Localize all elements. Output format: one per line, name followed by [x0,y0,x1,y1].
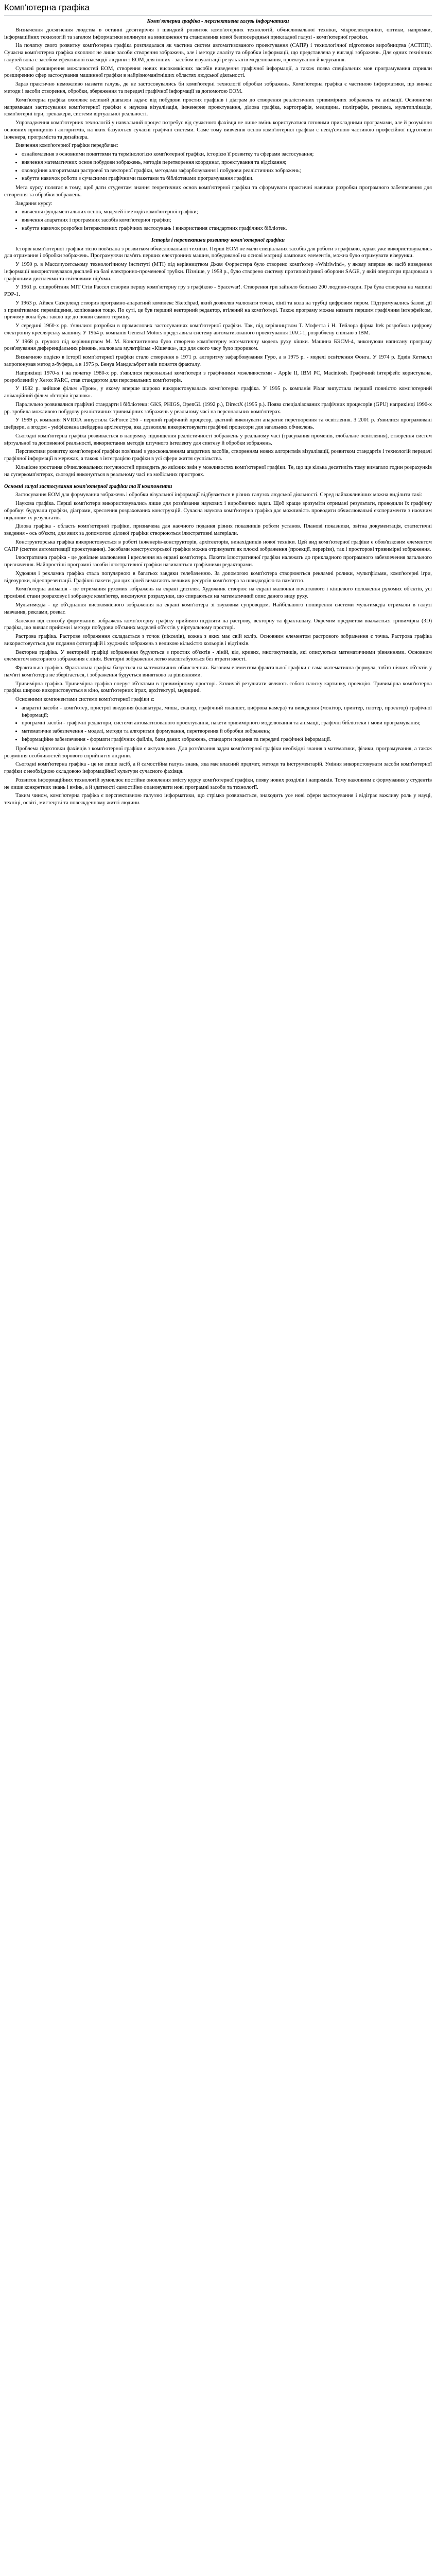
paragraph: Комп'ютерна графіка охоплює великий діапазон задач: від побудови простих графіків і діаграм до створення реалістичних тривимірних зображень та анімації. Основними напрямками застосування комп'ютерної графіки є наукова візуалізація, інженерне проектування, ділова графіка, картографія, медицина, поліграфія, реклама, мультиплікація, комп'ютерні ігри, тренажери, системи віртуальної реальності. [4,97,432,117]
section-history [4,237,432,479]
list-item: • набуття навичок розробки інтерактивних графічних застосувань і використання стандартних графічних бібліотек. [22,225,432,232]
paragraph: На початку свого розвитку комп'ютерна графіка розглядалася як частина систем автоматизованого проектування (САПР) і технологічної підготовки виробництва (АСТПП). Сучасна комп'ютерна графіка охоплює не лише засоби створення зображень, але і методи аналізу та обробки інформації, що представлена у вигляді зображень. Для одних технічних галузей вона є засобом ефективної взаємодії людини з ЕОМ, для інших - засобом візуалізації результатів моделювання, проектування й керування. [4,43,432,63]
document-heading: Комп'ютерна графіка - перспективна галузь інформатики [147,19,289,25]
section-conclusion [4,745,432,807]
paragraph: Визначення досягнення людства в останні десятиріччя і швидкий розвиток комп'ютерних технологій, обчислювальної техніки, мікроелектроніки, оптики, напрямки, інформаційних технологій та загалом інформатики вплинули на виникнення та становлення нової безпосередньої прикладної галузі - комп'ютерної графіки. [4,27,432,40]
paragraph: У 1968 р. групою під керівництвом М. М. Константинова було створено комп'ютерну математичну модель руху кішки. Машина БЭСМ-4, виконуючи написану програму розв'язування диференціальних рівнянь, малювала мультфільм «Кішечка», що для свого часу було проривом. [4,338,432,352]
paragraph: Фрактальна графіка. Фрактальна графіка базується на математичних обчисленнях. Базовим елементом фрактальної графіки є сама математична формула, тобто ніяких об'єктів у пам'яті комп'ютера не зберігається, і зображення будується винятково за рівняннями. [4,665,432,678]
list-item: • програмні засоби - графічні редактори, системи автоматизованого проектування, пакети тривимірного моделювання та анімації, графічні бібліотеки і мови програмування; [22,720,432,727]
paragraph: У 1961 р. співробітник MIT Стів Рассел створив першу комп'ютерну гру з графікою - Spacewar!. Створення гри зайняло близько 200 людино-годин. Гра була створена на машині PDP-1. [4,284,432,298]
paragraph: Растрова графіка. Растрове зображення складається з точок (пікселів), кожна з яких має свій колір. Основним елементом растрового зображення є точка. Растрова графіка використовується для подання фотографій і художніх зображень з великою кількістю кольорів і відтінків. [4,634,432,647]
paragraph: Завдання курсу: [15,200,53,207]
paragraph: Комп'ютерна анімація - це отримання рухомих зображень на екрані дисплея. Художник створює на екрані малюнки початкового і кінцевого положення рухомих об'єктів, усі проміжні стани розраховує і зображує комп'ютер, виконуючи розрахунки, що спираються на математичний опис даного виду руху. [4,586,432,600]
paragraph: Мета курсу полягає в тому, щоб дати студентам знання теоретичних основ комп'ютерної графіки та сформувати практичні навички розробки програмного забезпечення для створення та обробки зображень. [4,185,432,198]
list-item: • апаратні засоби - комп'ютер, пристрої введення (клавіатура, миша, сканер, графічний планшет, цифрова камера) та виведення (монітор, принтер, плотер, проектор) графічної інформації; [22,705,432,719]
paragraph: Застосування ЕОМ для формування зображень і обробки візуальної інформації відбувається в різних галузях людської діяльності. Серед найважливіших можна виділити такі: [15,492,423,498]
paragraph: Наукова графіка. Перші комп'ютери використовувались лише для розв'язання наукових і виробничих задач. Щоб краще зрозуміти отримані результати, проводили їх графічну обробку: будували графіки, діаграми, креслення розрахованих конструкцій. Сучасна наукова комп'ютерна графіка дає можливість проводити обчислювальні експерименти з наочним поданням їх результатів. [4,501,432,521]
paragraph: Упровадження комп'ютерних технологій у навчальний процес потребує від сучасного фахівця не лише вмінь користуватися готовими прикладними програмами, але й розуміння основних принципів і алгоритмів, на яких базуються сучасні графічні системи. Саме тому вивчення основ комп'ютерної графіки є невід'ємною частиною професійної підготовки інженера, програміста та дизайнера. [4,120,432,140]
paragraph: Основними компонентами системи комп'ютерної графіки є: [15,697,155,703]
list-item: • ознайомлення з основними поняттями та термінологією комп'ютерної графіки, історією її розвитку та сферами застосування; [22,151,432,158]
paragraph: Векторна графіка. У векторній графіці зображення будуються з простих об'єктів - ліній, кіл, кривих, многокутників, які описуються математичними рівняннями. Основним елементом векторного зображення є лінія. Векторні зображення легко масштабуються без втрати якості. [4,649,432,663]
section-heading: Історія і перспективи розвитку комп'ютерної графіки [151,237,285,243]
paragraph: Ілюстративна графіка - це довільне малювання і креслення на екрані комп'ютера. Пакети ілюстративної графіки належать до прикладного програмного забезпечення загального призначення. Найпростіші програмні засоби ілюстративної графіки називаються графічними редакторами. [4,555,432,568]
paragraph: Мультимедіа - це об'єднання високоякісного зображення на екрані комп'ютера зі звуковим супроводом. Найбільшого поширення системи мультимедіа отримали в галузі навчання, реклами, розваг. [4,602,432,615]
paragraph: Кількісне зростання обчислювальних потужностей приводить до якісних змін у можливостях комп'ютерної графіки. Те, що ще кілька десятиліть тому вимагало годин розрахунків на суперкомп'ютерах, сьогодні виконується в реальному часі на мобільних пристроях. [4,464,432,478]
page-title: Комп'ютерна графіка [4,2,432,15]
paragraph: Художня і рекламна графіка стала популярною в багатьох завдяки телебаченню. За допомогою комп'ютера створюються рекламні ролики, мультфільми, комп'ютерні ігри, відеоуроки, відеопрезентації. Графічні пакети для цих цілей вимагають великих ресурсів комп'ютера за швидкодією та пам'яттю. [4,570,432,584]
bullet-list [4,209,432,232]
paragraph: Залежно від способу формування зображень комп'ютерну графіку прийнято поділяти на растрову, векторну та фрактальну. Окремим предметом вважається тривимірна (3D) графіка, що вивчає прийоми і методи побудови об'ємних моделей об'єктів у віртуальному просторі. [4,618,432,631]
paragraph: У 1950 р. в Массачусетському технологічному інституті (МТІ) під керівництвом Джея Форрестера було створено комп'ютер «Whirlwind», у якому вперше як засіб виведення інформації використовувався дисплей на базі електронно-променевої трубки. Пізніше, у 1958 р., було створено систему протиповітряної оборони SAGE, у якій оператори працювали з графічними дисплеями та світловими пір'ями. [4,262,432,282]
paragraph: Таким чином, комп'ютерна графіка є перспективною галуззю інформатики, що стрімко розвивається, знаходить усе нові сфери застосування і відіграє важливу роль у науці, техніці, освіті, мистецтві та повсякденному житті людини. [4,793,432,806]
section-heading: Основні галузі застосування комп'ютерної графіки та її компоненти [4,483,172,489]
paragraph: Конструкторська графіка використовується в роботі інженерів-конструкторів, архітекторів, винахідників нової техніки. Цей вид комп'ютерної графіки є обов'язковим елементом САПР (систем автоматизації проектування). Засобами конструкторської графіки можна отримувати як плоскі зображення (проекції, перерізи), так і просторові тривимірні зображення. [4,539,432,552]
section-goals [4,184,432,232]
paragraph: Ділова графіка - область комп'ютерної графіки, призначена для наочного подання різних показників роботи установ. Планові показники, звітна документація, статистичні зведення - ось об'єкти, для яких за допомогою ділової графіки створюються ілюстративні матеріали. [4,523,432,537]
bullet-list [4,151,432,182]
paragraph: Перспективи розвитку комп'ютерної графіки пов'язані з удосконаленням апаратних засобів, створенням нових алгоритмів візуалізації, розвитком стандартів і технологій передачі графічної інформації в мережах, а також з інтеграцією графіки в усі сфери життя суспільства. [4,449,432,462]
list-item: • математичне забезпечення - моделі, методи та алгоритми формування, перетворення й обробки зображень; [22,728,432,735]
paragraph: Сьогодні комп'ютерна графіка - це не лише засіб, а й самостійна галузь знань, яка має власний предмет, методи та інструментарій. Уміння використовувати засоби комп'ютерної графіки є необхідною складовою інформаційної культури сучасного фахівця. [4,761,432,775]
list-item: • оволодіння алгоритмами растрової та векторної графіки, методами зафарбовування і побудови реалістичних зображень; [22,167,432,175]
document-page [0,0,436,812]
list-item: • вивчення апаратних і програмних засобів комп'ютерної графіки; [22,217,432,224]
paragraph: Історія комп'ютерної графіки тісно пов'язана з розвитком обчислювальної техніки. Перші ЕОМ не мали спеціальних засобів для роботи з графікою, однак уже використовувались для отримання і обробки зображень. Програмуючи пам'ять перших електронних машин, побудованої на основі матриці лампових елементів, можна було отримувати візерунки. [4,246,432,259]
paragraph: Визначною подією в історії комп'ютерної графіки стало створення в 1971 р. алгоритму зафарбовування Гуро, а в 1975 р. - моделі освітлення Фонга. У 1974 р. Едвін Кетмелл запропонував метод z-буфера, а в 1975 р. Бенуа Мандельброт ввів поняття фракталу. [4,354,432,368]
paragraph: Тривимірна графіка. Тривимірна графіка оперує об'єктами в тривимірному просторі. Зазвичай результати являють собою плоску картинку, проекцію. Тривимірна комп'ютерна графіка широко використовується в кіно, комп'ютерних іграх, архітектурі, медицині. [4,681,432,694]
paragraph: Вивчення комп'ютерної графіки передбачає: [15,143,118,149]
paragraph: У 1963 р. Айвен Сазерленд створив програмно-апаратний комплекс Sketchpad, який дозволяв малювати точки, лінії та кола на трубці цифровим пером. Підтримувались базові дії з примітивами: переміщення, копіювання тощо. По суті, це був перший векторний редактор, втілений на комп'ютері. Також програму можна назвати першим графічним інтерфейсом, причому вона була такою ще до появи самого терміну. [4,300,432,320]
list-item: • вивчення математичних основ побудови зображень, методів перетворення координат, проектування та відсікання; [22,159,432,166]
paragraph: Паралельно розвивалися графічні стандарти і бібліотеки: GKS, PHIGS, OpenGL (1992 р.), DirectX (1995 р.). Поява спеціалізованих графічних процесорів (GPU) наприкінці 1990-х рр. зробила можливою побудову реалістичних тривимірних зображень у реальному часі на персональних комп'ютерах. [4,401,432,415]
section-intro [4,27,432,95]
paragraph: Проблема підготовки фахівців з комп'ютерної графіки є актуальною. Для розв'язання задач комп'ютерної графіки необхідні знання з математики, фізики, програмування, а також розуміння особливостей зорового сприйняття людини. [4,745,432,759]
paragraph: Розвиток інформаційних технологій зумовлює постійне оновлення змісту курсу комп'ютерної графіки, появу нових розділів і напрямків. Тому важливим є формування у студентів не лише конкретних знань і вмінь, а й здатності самостійно опановувати нові програмні засоби та технології. [4,777,432,790]
section-tasks [4,97,432,182]
paragraph: Сьогодні комп'ютерна графіка розвивається в напрямку підвищення реалістичності зображень у реальному часі (трасування променів, глобальне освітлення), створення систем віртуальної та доповненої реальності, використання методів штучного інтелекту для синтезу й обробки зображень. [4,433,432,446]
list-item: • набуття навичок роботи з сучасними графічними пакетами та бібліотеками програмування графіки. [22,175,432,182]
paragraph: У 1999 р. компанія NVIDIA випустила GeForce 256 - перший графічний процесор, здатний виконувати апаратне перетворення та освітлення. З 2001 р. з'явилися програмовані шейдери, а згодом - уніфікована шейдерна архітектура, яка дозволила використовувати графічні процесори для загальних обчислень. [4,417,432,431]
document-body [4,27,432,807]
paragraph: Наприкінці 1970-х і на початку 1980-х рр. з'явилися персональні комп'ютери з графічними можливостями - Apple II, IBM PC, Macintosh. Графічний інтерфейс користувача, розроблений у Xerox PARC, став стандартом для персональних комп'ютерів. [4,370,432,383]
list-item: • інформаційне забезпечення - формати графічних файлів, бази даних зображень, стандарти подання та передачі графічної інформації. [22,736,432,743]
section-application [4,483,432,743]
paragraph: У середині 1960-х рр. з'явилися розробки в промислових застосуваннях комп'ютерної графіки. Так, під керівництвом Т. Мофетта і Н. Тейлора фірма Itek розробила цифрову електронну креслярську машину. У 1964 р. компанія General Motors представила систему автоматизованого проектування DAC-1, розроблену спільно з IBM. [4,323,432,336]
bullet-list [4,705,432,743]
paragraph: Зараз практично неможливо назвати галузь, де не застосовувались би комп'ютерні технології обробки зображень. Комп'ютерна графіка є частиною інформатики, що вивчає методи і засоби створення, обробки, збереження та передачі графічної інформації за допомогою ЕОМ. [4,81,432,94]
paragraph: У 1982 р. вийшов фільм «Трон», у якому вперше широко використовувалась комп'ютерна графіка. У 1995 р. компанія Pixar випустила перший повністю комп'ютерний анімаційний фільм «Історія іграшок». [4,386,432,399]
list-item: • вивчення фундаментальних основ, моделей і методів комп'ютерної графіки; [22,209,432,216]
paragraph: Сучасні розширення можливостей ЕОМ, створення нових високоякісних засобів виведення графічної інформації, а також поява спеціальних мов програмування сприяли розширенню сфер застосування машинної графіки в найрізноманітніших областях людської діяльності. [4,65,432,79]
